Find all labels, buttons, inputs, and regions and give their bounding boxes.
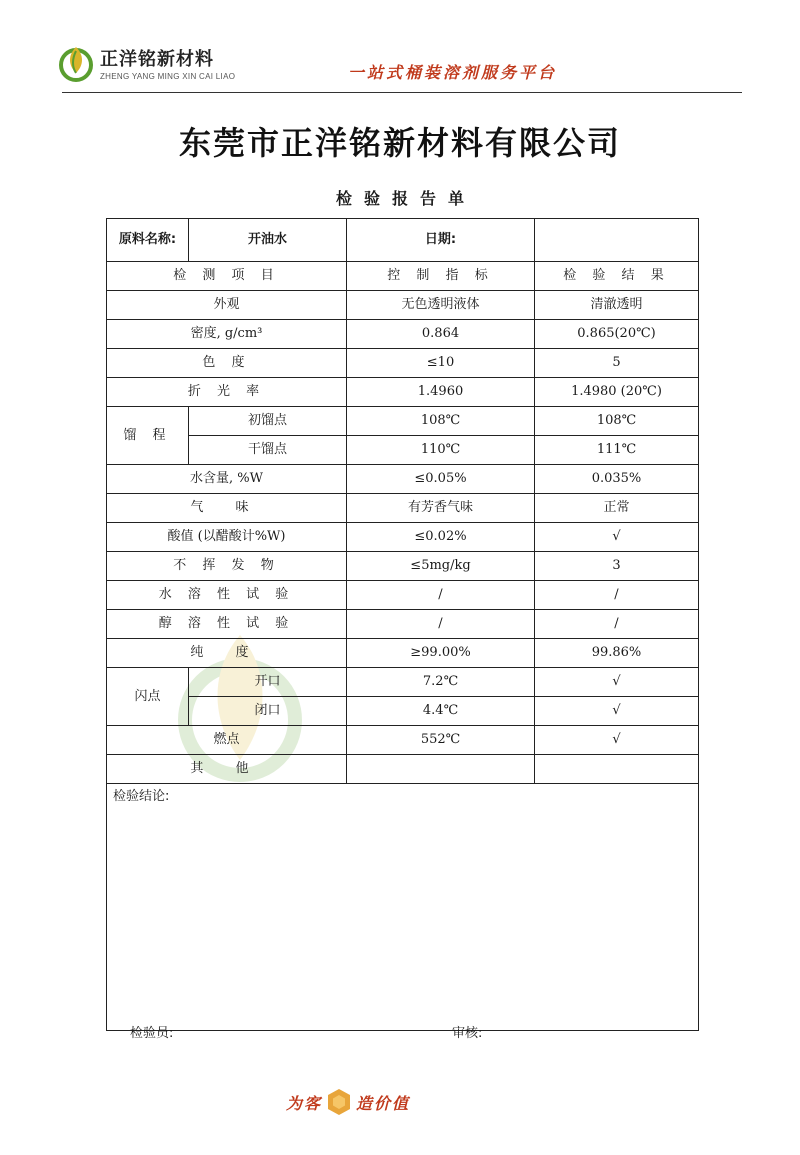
honeycomb-icon xyxy=(326,1088,352,1116)
row-result: 1.4980 (20℃) xyxy=(535,378,699,407)
table-row xyxy=(107,552,699,581)
row-result: 5 xyxy=(535,349,699,378)
row-item: 醇 溶 性 试 验 xyxy=(107,610,347,639)
row-item: 酸值 (以醋酸计%W) xyxy=(107,523,347,552)
meta-row xyxy=(107,219,699,262)
row-item: 纯 度 xyxy=(107,639,347,668)
row-result: 99.86% xyxy=(535,639,699,668)
column-result-header: 检 验 结 果 xyxy=(535,262,699,291)
logo-english-name: ZHENG YANG MING XIN CAI LIAO xyxy=(100,72,236,81)
conclusion-box: 检验结论: xyxy=(107,784,699,1031)
table-row xyxy=(107,378,699,407)
date-value xyxy=(535,219,699,262)
row-item: 燃点 xyxy=(107,726,347,755)
material-value: 开油水 xyxy=(189,219,347,262)
header-divider xyxy=(62,92,742,93)
inspector-label: 检验员: xyxy=(130,1026,174,1041)
row-item: 开口 xyxy=(189,668,347,697)
row-spec: ≤5mg/kg xyxy=(347,552,535,581)
row-result: √ xyxy=(535,726,699,755)
row-spec: ≤0.02% xyxy=(347,523,535,552)
row-item: 密度, g/cm³ xyxy=(107,320,347,349)
table-row xyxy=(107,668,699,697)
table-row xyxy=(107,436,699,465)
row-item: 干馏点 xyxy=(189,436,347,465)
row-result: 0.035% xyxy=(535,465,699,494)
logo-chinese-name: 正洋铭新材料 xyxy=(100,49,214,70)
footer-slogan-right: 造价值 xyxy=(356,1093,411,1113)
row-spec: 7.2℃ xyxy=(347,668,535,697)
row-result: 清澈透明 xyxy=(535,291,699,320)
column-item-header: 检 测 项 目 xyxy=(107,262,347,291)
table-row xyxy=(107,726,699,755)
row-spec: / xyxy=(347,581,535,610)
row-result: 0.865(20℃) xyxy=(535,320,699,349)
row-result: √ xyxy=(535,697,699,726)
conclusion-row xyxy=(107,784,699,1031)
row-result: 108℃ xyxy=(535,407,699,436)
footer-slogan-left: 为客 xyxy=(286,1093,323,1113)
table-row xyxy=(107,349,699,378)
row-item: 外观 xyxy=(107,291,347,320)
company-name: 东莞市正洋铭新材料有限公司 xyxy=(178,124,621,162)
row-result: 3 xyxy=(535,552,699,581)
table-row xyxy=(107,697,699,726)
row-spec: 108℃ xyxy=(347,407,535,436)
row-result: √ xyxy=(535,668,699,697)
row-result xyxy=(535,755,699,784)
table-row xyxy=(107,494,699,523)
row-item: 初馏点 xyxy=(189,407,347,436)
row-result: / xyxy=(535,610,699,639)
table-row xyxy=(107,291,699,320)
row-item: 其 他 xyxy=(107,755,347,784)
inspection-table xyxy=(106,218,699,1031)
row-item: 闭口 xyxy=(189,697,347,726)
material-label: 原料名称: xyxy=(107,219,189,262)
row-spec: 4.4℃ xyxy=(347,697,535,726)
table-row xyxy=(107,407,699,436)
table-row xyxy=(107,523,699,552)
row-spec xyxy=(347,755,535,784)
row-item: 水 溶 性 试 验 xyxy=(107,581,347,610)
flash-point-group-label: 闪点 xyxy=(107,668,189,726)
row-result: 正常 xyxy=(535,494,699,523)
column-header-row xyxy=(107,262,699,291)
row-spec: 无色透明液体 xyxy=(347,291,535,320)
row-spec: 0.864 xyxy=(347,320,535,349)
table-row xyxy=(107,639,699,668)
reviewer-label: 审核: xyxy=(452,1026,483,1041)
row-item: 气 味 xyxy=(107,494,347,523)
row-item: 色 度 xyxy=(107,349,347,378)
date-label: 日期: xyxy=(347,219,535,262)
row-spec: / xyxy=(347,610,535,639)
company-logo xyxy=(58,40,235,86)
row-item: 水含量, %W xyxy=(107,465,347,494)
row-spec: 1.4960 xyxy=(347,378,535,407)
footer-slogan xyxy=(286,1088,410,1116)
row-spec: 有芳香气味 xyxy=(347,494,535,523)
column-spec-header: 控 制 指 标 xyxy=(347,262,535,291)
leaf-logo-icon xyxy=(58,43,94,83)
report-title: 检验报告单 xyxy=(335,189,476,208)
row-result: / xyxy=(535,581,699,610)
table-row xyxy=(107,755,699,784)
row-result: 111℃ xyxy=(535,436,699,465)
table-row xyxy=(107,465,699,494)
row-spec: 110℃ xyxy=(347,436,535,465)
row-item: 不 挥 发 物 xyxy=(107,552,347,581)
row-result: √ xyxy=(535,523,699,552)
table-row xyxy=(107,581,699,610)
table-row xyxy=(107,610,699,639)
distillation-group-label: 馏 程 xyxy=(107,407,189,465)
row-spec: 552℃ xyxy=(347,726,535,755)
header-slogan: 一站式桶装溶剂服务平台 xyxy=(348,63,558,82)
row-spec: ≤10 xyxy=(347,349,535,378)
row-item: 折 光 率 xyxy=(107,378,347,407)
row-spec: ≥99.00% xyxy=(347,639,535,668)
table-row xyxy=(107,320,699,349)
row-spec: ≤0.05% xyxy=(347,465,535,494)
